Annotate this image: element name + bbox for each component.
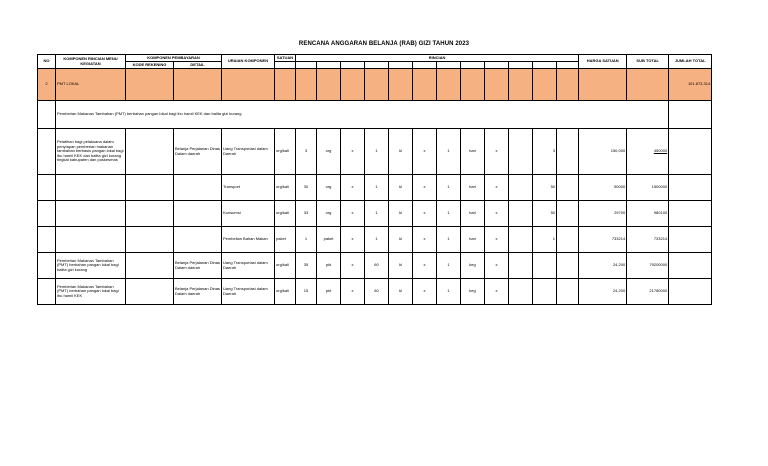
cell-sub-total: 733214 [627,227,669,253]
cell-qty: 1 [437,253,461,279]
cell-komponen: Pemberian Makanan Tambahan (PMT) berbahan pangan lokal bagi balita gizi kurang [56,253,126,279]
section-no: 2 [38,69,56,101]
cell-x: x [413,227,437,253]
cell-uraian: Transport [222,175,275,201]
cell-detail: Belanja Perjalanan Dinas Dalam daerah [174,253,222,279]
cell-detail: Belanja Perjalanan Dinas Dalam daerah [174,129,222,175]
cell-qty: 50 [533,201,557,227]
cell-satuan: org/kali [275,175,296,201]
cell-x: x [485,253,509,279]
header-satuan: SATUAN [275,55,296,62]
cell-satuan: org/kali [275,201,296,227]
cell-unit: kl [389,227,413,253]
cell-satuan: org/kali [275,129,296,175]
cell-unit: pkt [317,279,341,305]
cell-qty: 1 [365,227,389,253]
header-row-1 [38,55,712,62]
cell-x: x [413,175,437,201]
cell-qty: 1 [365,201,389,227]
cell-qty: 3 [533,129,557,175]
cell-x: x [341,227,365,253]
cell-qty: 1 [437,129,461,175]
cell-uraian: Uang Transportasi dalam Daerah [222,253,275,279]
cell-komponen: Pelatihan bagi pelaksana dalam penyiapan pemberian makanan tambahan berbasis pangan lokal bagi ibu hamil KEK dan balita gizi kurang tingkat kabupaten dan puskesmas [56,129,126,175]
cell-qty: 60 [365,279,389,305]
rab-table [37,54,712,305]
cell-qty: 1 [365,175,389,201]
cell-unit: kl [389,201,413,227]
cell-komponen [56,175,126,201]
cell-sub-total: 79200000 [627,253,669,279]
cell-x: x [485,227,509,253]
cell-unit: org [317,129,341,175]
cell-qty: 15 [296,279,317,305]
cell-qty: 1 [437,279,461,305]
cell-x: x [413,129,437,175]
header-kode-rekening: KODE REKENING [126,62,174,69]
header-uraian: URAIAN KOMPONEN [222,55,275,69]
cell-detail [174,175,222,201]
cell-detail: Belanja Perjalanan Dinas Dalam daerah [174,279,222,305]
cell-qty: 3 [296,129,317,175]
cell-qty: 33 [296,201,317,227]
cell-unit: keg [461,253,485,279]
header-sub-total: SUB TOTAL [627,55,669,69]
cell-harga: 50000 [579,175,627,201]
cell-unit: kl [389,129,413,175]
cell-unit: hari [461,175,485,201]
header-detail: DETAIL [174,62,222,69]
cell-unit: keg [461,279,485,305]
cell-x: x [413,253,437,279]
cell-satuan: org/kali [275,279,296,305]
cell-qty: 60 [365,253,389,279]
cell-unit: kl [389,175,413,201]
subsection-row [38,101,712,129]
cell-qty [533,253,557,279]
cell-unit: org [317,175,341,201]
cell-qty: 1 [437,201,461,227]
header-jumlah-total: JUMLAH TOTAL [669,55,712,69]
cell-detail [174,227,222,253]
cell-x: x [485,279,509,305]
cell-satuan: org/kali [275,253,296,279]
cell-x: x [485,129,509,175]
cell-x: x [485,175,509,201]
cell-x: x [341,175,365,201]
cell-unit: hari [461,201,485,227]
header-no: NO [38,55,56,69]
cell-sub-total: 450000 [627,129,669,175]
cell-qty: 1 [437,175,461,201]
cell-x: x [413,201,437,227]
header-rincian: RINCIAN [296,55,579,62]
cell-unit: hari [461,129,485,175]
cell-harga: 29700 [579,201,627,227]
table-row [38,227,712,253]
cell-unit: hari [461,227,485,253]
header-empty [275,62,296,69]
cell-uraian: Konsumsi [222,201,275,227]
cell-sub-total: 1500000 [627,175,669,201]
table-row [38,253,712,279]
cell-harga: 733214 [579,227,627,253]
cell-uraian: Pembelian Bahan Makan [222,227,275,253]
subsection-title: Pemberian Makanan Tambahan (PMT) berbahan pangan lokal bagi ibu hamil KEK dan balita gizi kurang [56,101,669,129]
cell-x: x [413,279,437,305]
header-komponen: KOMPONEN RINCIAN MENU KEGIATAN [56,55,126,69]
cell-detail [174,201,222,227]
cell-unit: paket [317,227,341,253]
cell-sub-total: 980100 [627,201,669,227]
cell-unit: org [317,201,341,227]
table-row [38,279,712,305]
cell-x: x [485,201,509,227]
cell-sub-total: 21780000 [627,279,669,305]
cell-komponen [56,227,126,253]
cell-qty: 1 [365,129,389,175]
section-jumlah-total: 101.873.314 [669,69,712,101]
table-row [38,201,712,227]
cell-unit: kl [389,279,413,305]
cell-x: x [341,253,365,279]
cell-komponen: Pemberian Makanan Tambahan (PMT) berbahan pangan lokal bagi ibu hamil KEK [56,279,126,305]
cell-uraian: Uang Transportasi dalam Daerah [222,129,275,175]
cell-qty: 30 [296,175,317,201]
cell-unit: pkt [317,253,341,279]
cell-qty: 1 [296,227,317,253]
cell-unit: kl [389,253,413,279]
cell-satuan: paket [275,227,296,253]
cell-uraian: Uang Transportasi dalam Daerah [222,279,275,305]
cell-harga: 24,200 [579,253,627,279]
cell-x: x [341,129,365,175]
section-name: PMT LOKAL [56,69,126,101]
section-row [38,69,712,101]
cell-qty: 1 [437,227,461,253]
cell-komponen [56,201,126,227]
cell-qty: 35 [296,253,317,279]
table-row [38,129,712,175]
cell-x: x [341,201,365,227]
cell-harga: 24,200 [579,279,627,305]
cell-harga: 150,000 [579,129,627,175]
header-komponen-pembayaran: KOMPONEN PEMBAYARAN [126,55,222,62]
document-title: RENCANA ANGGARAN BELANJA (RAB) GIZI TAHUN 2023 [298,41,470,47]
table-row [38,175,712,201]
cell-qty: 1 [533,227,557,253]
cell-qty [533,279,557,305]
header-harga-satuan: HARGA SATUAN [579,55,627,69]
cell-x: x [341,279,365,305]
cell-qty: 50 [533,175,557,201]
